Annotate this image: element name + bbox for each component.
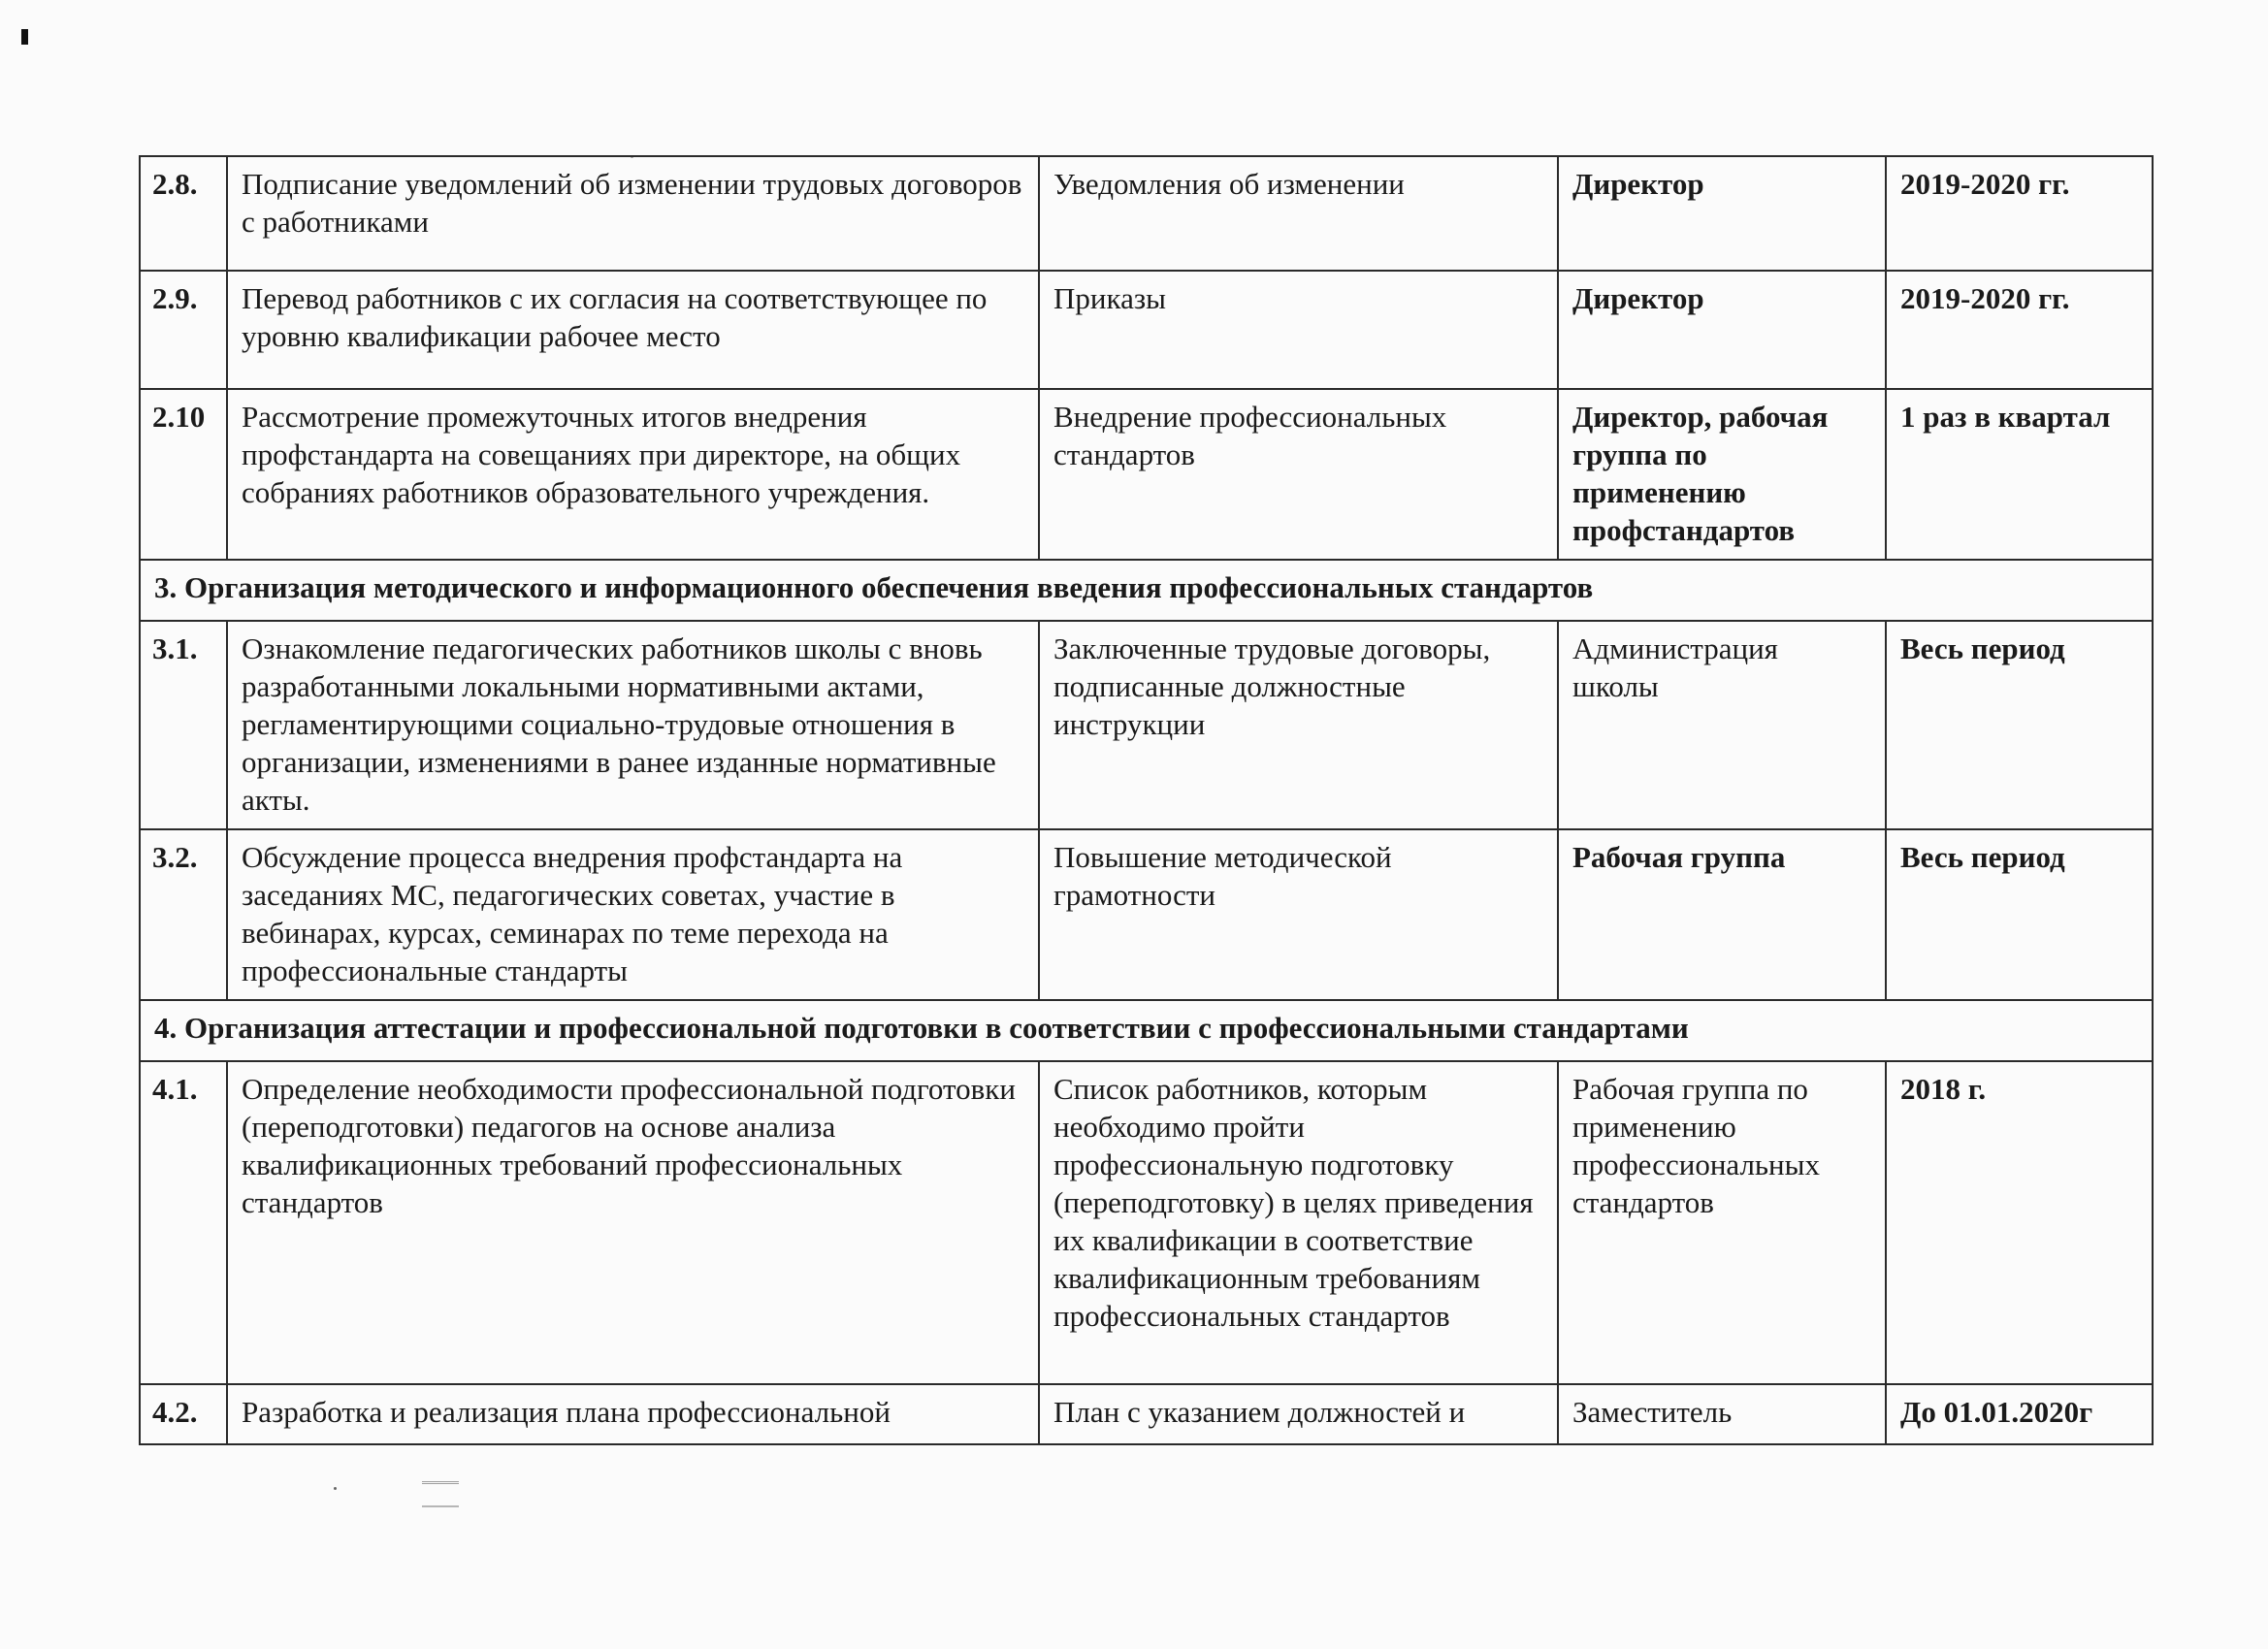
plan-table bbox=[139, 155, 2154, 1445]
responsible-cell: Рабочая группа по применению профессиональных стандартов bbox=[1558, 1061, 1886, 1384]
table-row bbox=[140, 1384, 2153, 1444]
result-cell: Внедрение профессиональных стандартов bbox=[1039, 389, 1558, 560]
item-number: 4.2. bbox=[140, 1384, 227, 1444]
section-header-row bbox=[140, 560, 2153, 621]
responsible-cell: Директор bbox=[1558, 156, 1886, 271]
responsible-cell: Рабочая группа bbox=[1558, 829, 1886, 1000]
responsible-cell: Директор bbox=[1558, 271, 1886, 389]
section-title: 3. Организация методического и информационного обеспечения введения профессиональных стандартов bbox=[140, 560, 2153, 621]
item-number: 2.9. bbox=[140, 271, 227, 389]
item-number: 3.1. bbox=[140, 621, 227, 829]
scan-smudge bbox=[422, 1481, 459, 1507]
term-cell: 1 раз в квартал bbox=[1886, 389, 2153, 560]
section-header-row bbox=[140, 1000, 2153, 1061]
table-row bbox=[140, 271, 2153, 389]
result-cell: Список работников, которым необходимо пройти профессиональную подготовку (переподготовку) в целях приведения их квалификации в соответствие квалификационным требованиям профессиональных стандартов bbox=[1039, 1061, 1558, 1384]
table-row bbox=[140, 621, 2153, 829]
item-number: 4.1. bbox=[140, 1061, 227, 1384]
action-cell: Определение необходимости профессиональной подготовки (переподготовки) педагогов на основе анализа квалификационных требований профессиональных стандартов bbox=[227, 1061, 1039, 1384]
term-cell: Весь период bbox=[1886, 829, 2153, 1000]
action-cell: Ознакомление педагогических работников школы с вновь разработанными локальными нормативными актами, регламентирующими социально-трудовые отношения в организации, изменениями в ранее изданные нормативные акты. bbox=[227, 621, 1039, 829]
action-cell: Перевод работников с их согласия на соответствующее по уровню квалификации рабочее место bbox=[227, 271, 1039, 389]
item-number: 2.8. bbox=[140, 156, 227, 271]
responsible-cell: Директор, рабочая группа по применению профстандартов bbox=[1558, 389, 1886, 560]
result-cell: Уведомления об изменении bbox=[1039, 156, 1558, 271]
table-row bbox=[140, 1061, 2153, 1384]
responsible-cell: Администрация школы bbox=[1558, 621, 1886, 829]
scan-edge-mark bbox=[21, 29, 28, 45]
action-cell: Подписание уведомлений об изменении трудовых договоров с работниками bbox=[227, 156, 1039, 271]
item-number: 3.2. bbox=[140, 829, 227, 1000]
table-row bbox=[140, 829, 2153, 1000]
term-cell: Весь период bbox=[1886, 621, 2153, 829]
action-cell: Обсуждение процесса внедрения профстандарта на заседаниях МС, педагогических советах, участие в вебинарах, курсах, семинарах по теме перехода на профессиональные стандарты bbox=[227, 829, 1039, 1000]
term-cell: До 01.01.2020г bbox=[1886, 1384, 2153, 1444]
term-cell: 2018 г. bbox=[1886, 1061, 2153, 1384]
term-cell: 2019-2020 гг. bbox=[1886, 271, 2153, 389]
responsible-cell: Заместитель bbox=[1558, 1384, 1886, 1444]
result-cell: Приказы bbox=[1039, 271, 1558, 389]
term-cell: 2019-2020 гг. bbox=[1886, 156, 2153, 271]
table-row bbox=[140, 389, 2153, 560]
result-cell: План с указанием должностей и bbox=[1039, 1384, 1558, 1444]
item-number: 2.10 bbox=[140, 389, 227, 560]
result-cell: Повышение методической грамотности bbox=[1039, 829, 1558, 1000]
action-cell: Рассмотрение промежуточных итогов внедрения профстандарта на совещаниях при директоре, на общих собраниях работников образовательного учреждения. bbox=[227, 389, 1039, 560]
action-cell: Разработка и реализация плана профессиональной bbox=[227, 1384, 1039, 1444]
table-row bbox=[140, 156, 2153, 271]
scan-speck bbox=[334, 1487, 337, 1490]
result-cell: Заключенные трудовые договоры, подписанные должностные инструкции bbox=[1039, 621, 1558, 829]
section-title: 4. Организация аттестации и профессиональной подготовки в соответствии с профессиональными стандартами bbox=[140, 1000, 2153, 1061]
